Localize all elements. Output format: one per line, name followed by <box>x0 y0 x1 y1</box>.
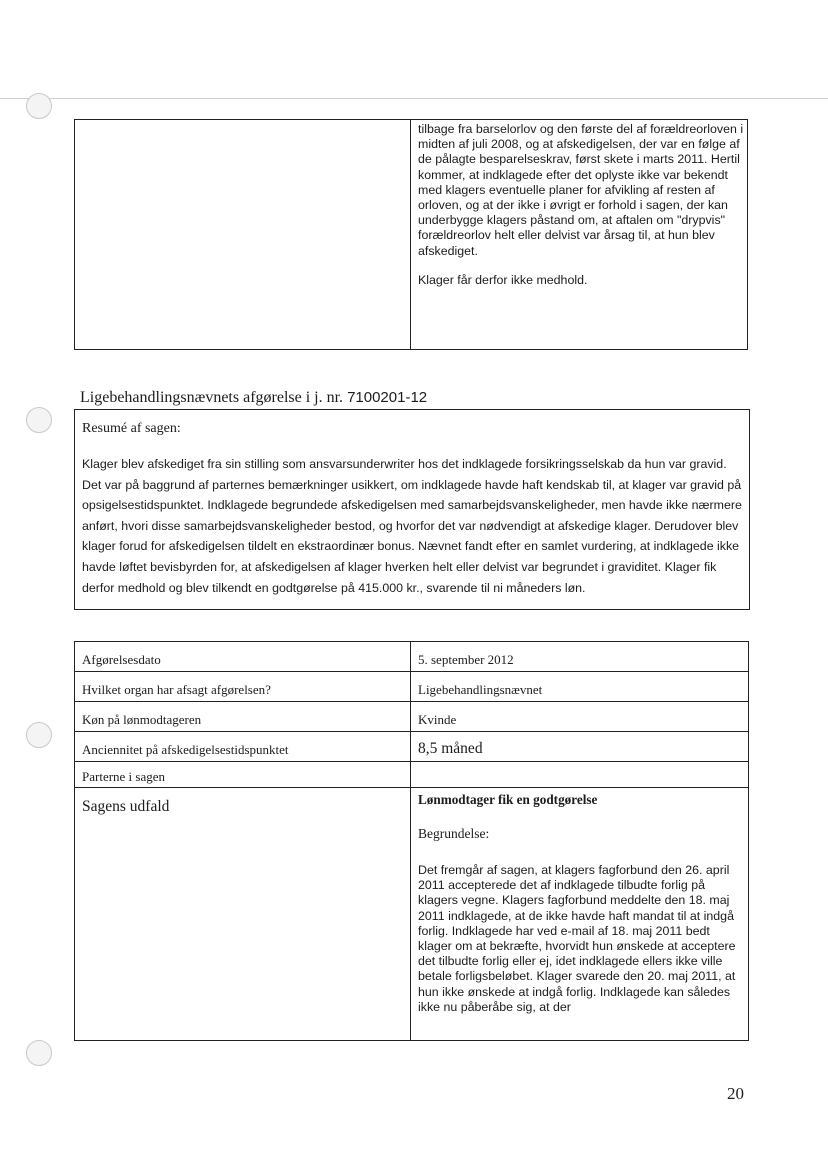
continuation-conclusion: Klager får derfor ikke medhold. <box>418 272 588 287</box>
row-value-organ: Ligebehandlingsnævnet <box>418 682 543 697</box>
row-label-outcome: Sagens udfald <box>82 798 170 815</box>
page-number: 20 <box>727 1084 744 1103</box>
case-number: 7100201-12 <box>347 389 428 406</box>
row-divider <box>75 787 748 788</box>
summary-heading: Resumé af sagen: <box>82 421 181 436</box>
row-divider <box>75 731 748 732</box>
case-title-prefix: Ligebehandlingsnævnets afgørelse i j. nr. <box>80 389 344 406</box>
continuation-table <box>74 119 748 350</box>
details-table <box>74 641 749 1041</box>
row-label-date: Afgørelsesdato <box>82 652 161 667</box>
case-summary-box <box>74 409 750 610</box>
column-divider <box>410 120 411 349</box>
row-divider <box>75 671 748 672</box>
row-label-gender: Køn på lønmodtageren <box>82 712 202 727</box>
punch-hole <box>26 93 52 119</box>
punch-hole <box>26 1040 52 1066</box>
header-rule <box>0 98 828 99</box>
punch-hole <box>26 407 52 433</box>
row-label-organ: Hvilket organ har afsagt afgørelsen? <box>82 682 271 697</box>
row-value-date: 5. september 2012 <box>418 652 514 667</box>
outcome-value: Lønmodtager fik en godtgørelse <box>418 792 598 807</box>
continuation-cell <box>418 122 744 288</box>
case-title <box>80 389 427 407</box>
row-divider <box>75 761 748 762</box>
row-label-seniority: Anciennitet på afskedigelsestidspunktet <box>82 742 289 757</box>
reason-heading: Begrundelse: <box>418 826 490 841</box>
reason-text: Det fremgår af sagen, at klagers fagforbund den 26. april 2011 accepterede det af indklagede tilbudte forlig på klagers vegne. Klagers fagforbund meddelte den 18. maj 2011 indklagede, at de ikke havde haft mandat til at indgå forlig. Indklagede har ved e-mail af 18. maj 2011 bedt klager om at bekræfte, hvorvidt hun ønskede at acceptere det tilbudte forlig eller ej, idet indklagede ellers ikke ville betale forligsbeløbet. Klager svarede den 20. maj 2011, at hun ikke ønskede at indgå forlig. Indklagede kan således ikke nu påberåbe sig, at der <box>418 863 736 1014</box>
row-label-parties: Parterne i sagen <box>82 769 166 784</box>
summary-text: Klager blev afskediget fra sin stilling som ansvarsunderwriter hos det indklagede forsikringsselskab da hun var gravid. Det var på baggrund af parternes bemærkninger usikkert, om indklagede havde haft kendskab til, at klager var gravid på opsigelsestidspunktet. Indklagede begrundede afskedigelsen med samarbejdsvanskeligheder, men havde ikke nærmere anført, hvori disse samarbejdsvanskeligheder bestod, og hvorfor det var nødvendigt at afskedige klager. Derudover blev klager forud for afskedigelsen tildelt en ekstraordinær bonus. Nævnet fandt efter en samlet vurdering, at indklagede ikke havde løftet bevisbyrden for, at afskedigelsen af klager hverken helt eller delvist var begrundet i graviditet. Klager fik derfor medhold og blev tilkendt en godtgørelse på 415.000 kr., svarende til ni måneders løn. <box>82 457 742 595</box>
punch-hole <box>26 722 52 748</box>
row-divider <box>75 701 748 702</box>
row-value-seniority: 8,5 måned <box>418 740 483 757</box>
row-value-gender: Kvinde <box>418 712 457 727</box>
continuation-paragraph: tilbage fra barselorlov og den første del af forældreorloven i midten af juli 2008, og at afskedigelsen, der var en følge af de pålagte besparelseskrav, først skete i marts 2011. Hertil kommer, at indklagede efter det oplyste ikke var bekendt med klagers eventuelle planer for afvikling af resten af orloven, og at der ikke i øvrigt er forhold i sagen, der kan underbygge klagers påstand om, at aftalen om "drypvis" forældreorlov helt eller delvist var årsag til, at hun blev afskediget. <box>418 122 744 258</box>
